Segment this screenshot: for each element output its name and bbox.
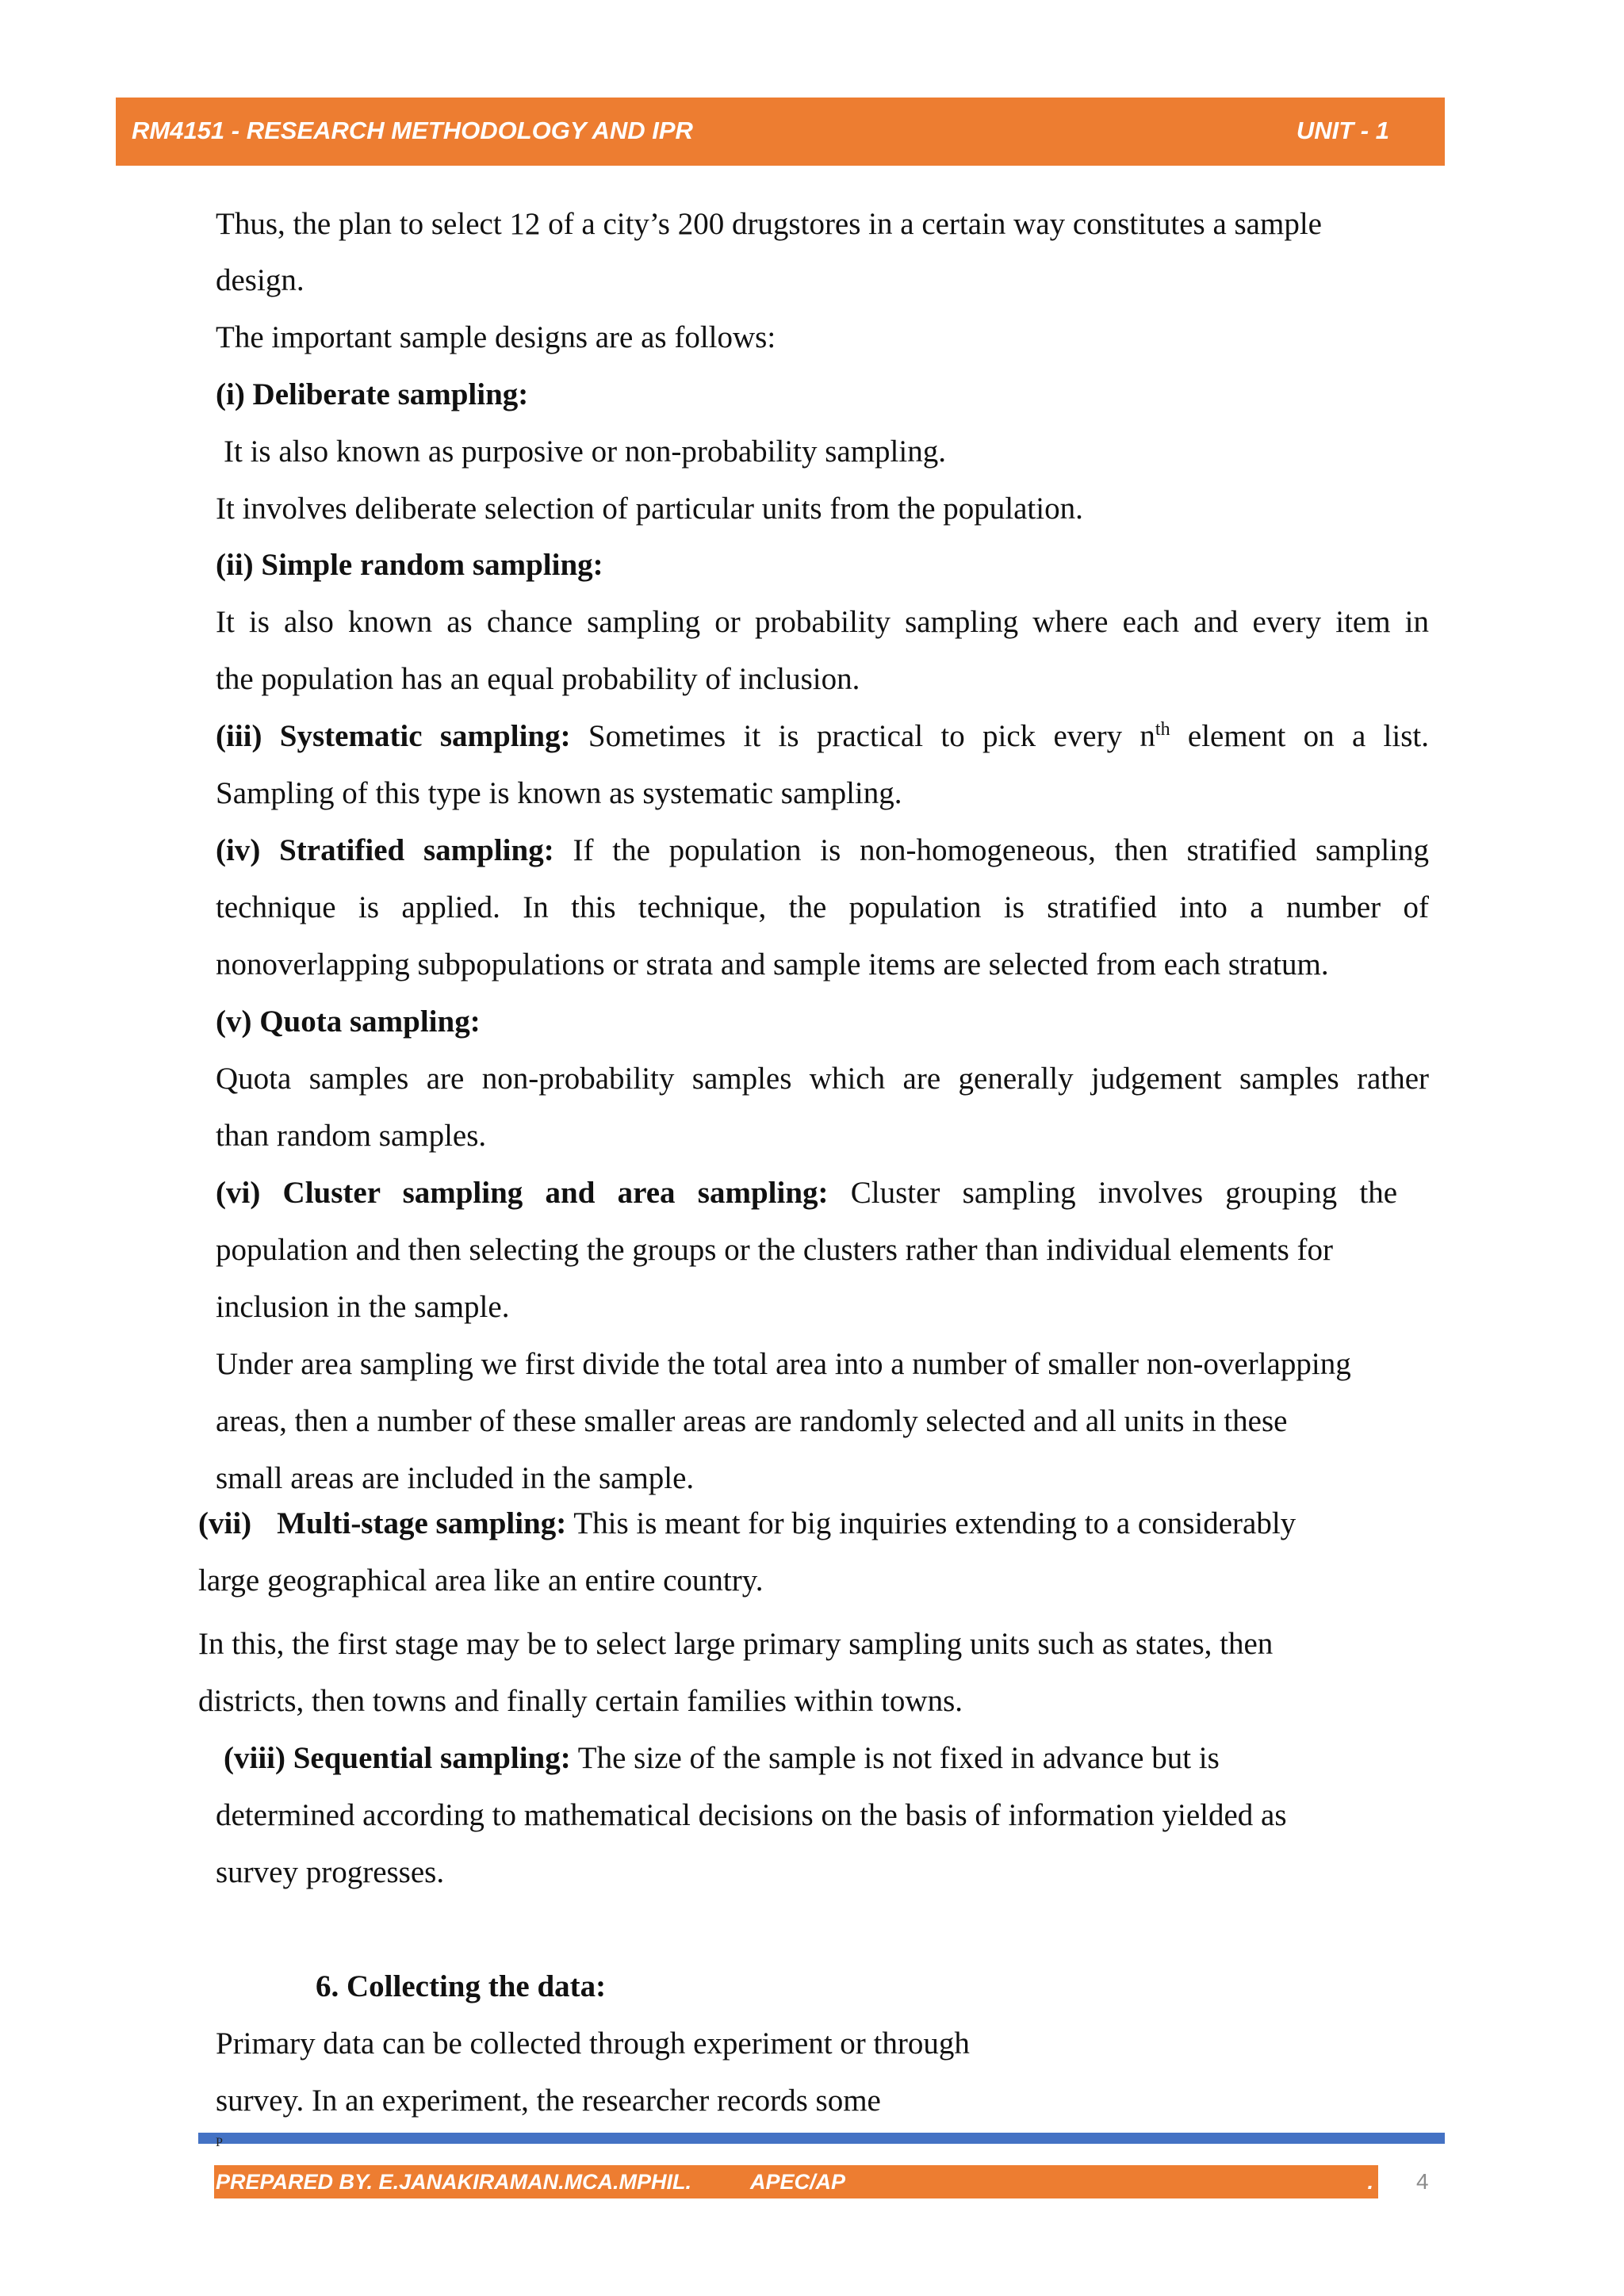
paragraph-text: element on a list.: [1170, 719, 1429, 753]
footer-prepared-by: PREPARED BY. E.JANAKIRAMAN.MCA.MPHIL.: [216, 2170, 692, 2194]
paragraph-text: The size of the sample is not fixed in advance but is: [570, 1741, 1220, 1775]
paragraph-line: the population has an equal probability of inclusion.: [216, 662, 860, 696]
paragraph-line: survey progresses.: [216, 1855, 445, 1889]
paragraph-line: areas, then a number of these smaller areas are randomly selected and all units in these: [216, 1404, 1288, 1438]
footer-organization: APEC/AP: [750, 2170, 846, 2194]
section-heading-stratified-sampling: (iv) Stratified sampling:: [216, 833, 554, 867]
paragraph-line: Primary data can be collected through experiment or through: [216, 2026, 970, 2061]
paragraph-line: It is also known as chance sampling or probability sampling where each and every item in: [216, 605, 1429, 639]
section-heading-deliberate-sampling: (i) Deliberate sampling:: [216, 377, 529, 411]
section-heading-multi-stage-sampling: Multi-stage sampling:: [277, 1506, 567, 1540]
paragraph-text: This is meant for big inquiries extending to a considerably: [566, 1506, 1297, 1540]
systematic-sampling-line: [216, 708, 1429, 765]
paragraph-line: Sampling of this type is known as systematic sampling.: [216, 776, 902, 810]
paragraph-line: technique is applied. In this technique, the population is stratified into a number of: [216, 890, 1429, 924]
paragraph-line: It is also known as purposive or non-probability sampling.: [224, 434, 946, 469]
paragraph-line: survey. In an experiment, the researcher records some: [216, 2084, 881, 2118]
paragraph-text: Cluster sampling involves grouping the: [828, 1176, 1398, 1210]
header-unit: UNIT - 1: [1296, 117, 1389, 144]
section-heading-quota-sampling: (v) Quota sampling:: [216, 1004, 481, 1039]
paragraph-line: population and then selecting the groups or the clusters rather than individual elements for: [216, 1233, 1334, 1267]
section-heading-cluster-sampling: (vi) Cluster sampling and area sampling:: [216, 1176, 829, 1210]
paragraph-line: Quota samples are non-probability samples which are generally judgement samples rather: [216, 1062, 1429, 1096]
paragraph-line: design.: [216, 263, 304, 297]
paragraph-line: determined according to mathematical decisions on the basis of information yielded as: [216, 1798, 1287, 1832]
section-heading-simple-random-sampling: (ii) Simple random sampling:: [216, 548, 603, 582]
paragraph-line: The important sample designs are as follows:: [216, 320, 776, 354]
section-heading-systematic-sampling: (iii) Systematic sampling:: [216, 719, 571, 753]
paragraph-line: It involves deliberate selection of particular units from the population.: [216, 492, 1083, 526]
stray-character: P: [216, 2136, 223, 2149]
paragraph-line: inclusion in the sample.: [216, 1290, 510, 1324]
section-heading-collecting-the-data: 6. Collecting the data:: [316, 1969, 607, 2003]
paragraph-line: nonoverlapping subpopulations or strata and sample items are selected from each stratum.: [216, 947, 1329, 982]
section-number: (vii): [198, 1506, 252, 1540]
sequential-sampling-line: [224, 1730, 1220, 1787]
paragraph-line: In this, the first stage may be to select large primary sampling units such as states, then: [198, 1627, 1274, 1661]
footer-bar: [214, 2165, 1378, 2198]
stratified-sampling-line: [216, 822, 1429, 879]
page-number: 4: [1416, 2169, 1429, 2194]
footer-dot: .: [1367, 2170, 1373, 2194]
paragraph-line: Thus, the plan to select 12 of a city’s 200 drugstores in a certain way constitutes a sample: [216, 207, 1322, 241]
paragraph-text: Sometimes it is practical to pick every n: [570, 719, 1155, 753]
paragraph-line: small areas are included in the sample.: [216, 1461, 695, 1495]
paragraph-line: than random samples.: [216, 1119, 487, 1153]
superscript: th: [1155, 719, 1170, 740]
paragraph-line: large geographical area like an entire country.: [198, 1563, 764, 1598]
header-course-title: RM4151 - RESEARCH METHODOLOGY AND IPR: [132, 117, 693, 144]
paragraph-text: If the population is non-homogeneous, then stratified sampling: [553, 833, 1429, 867]
header-bar: [116, 98, 1445, 166]
section-heading-sequential-sampling: (viii) Sequential sampling:: [224, 1741, 571, 1775]
paragraph-line: Under area sampling we first divide the total area into a number of smaller non-overlapping: [216, 1347, 1351, 1381]
paragraph-line: districts, then towns and finally certain families within towns.: [198, 1684, 963, 1718]
cluster-sampling-line: [216, 1165, 1397, 1222]
footer-divider: [198, 2133, 1445, 2144]
multi-stage-sampling-line: [198, 1495, 1296, 1552]
